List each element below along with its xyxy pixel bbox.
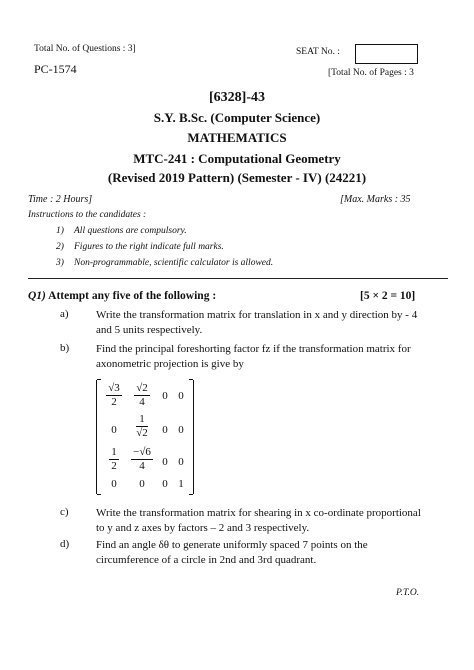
- part-d-label: d): [60, 538, 70, 550]
- page-turn-note: P.T.O.: [396, 588, 420, 598]
- part-a-text: Write the transformation matrix for translation in x and y direction by - 4 and 5 units respectively.: [96, 309, 418, 336]
- question-marks: [5 × 2 = 10]: [360, 290, 416, 302]
- part-d-text: Find an angle δθ to generate uniformly spaced 7 points on the circumference of a circle in 2nd and 3rd quadrant.: [96, 539, 368, 566]
- course-title: S.Y. B.Sc. (Computer Science): [153, 110, 321, 125]
- matrix-cell: 0: [162, 478, 168, 490]
- matrix-cell: $\frac{√3}{2}$: [108, 382, 120, 408]
- part-c-label: c): [60, 506, 69, 518]
- matrix-cell: $\frac{1}{√2}$: [136, 413, 148, 439]
- matrix-cell: 0: [178, 424, 184, 436]
- matrix-cell: 0: [162, 456, 168, 468]
- matrix-cell: 0: [162, 390, 168, 402]
- instruction-number: 3): [56, 258, 64, 268]
- subject-title: MATHEMATICS: [187, 130, 287, 145]
- question-heading: [28, 290, 216, 302]
- paper-title: MTC-241 : Computational Geometry: [133, 151, 341, 166]
- matrix-cell: 0: [162, 424, 168, 436]
- instruction-number: 2): [56, 242, 64, 252]
- matrix-cell: 0: [111, 424, 117, 436]
- exam-code: [6328]-43: [209, 90, 265, 105]
- matrix-cell: 0: [111, 478, 117, 490]
- part-b-label: b): [60, 342, 70, 354]
- instruction-item: [56, 242, 224, 252]
- matrix-cell: 0: [139, 478, 145, 490]
- paper-code: PC-1574: [34, 62, 77, 76]
- instruction-item: [56, 258, 273, 268]
- part-b-text: Find the principal foreshorting factor fz if the transformation matrix for axonometric projection is give by: [96, 343, 411, 370]
- matrix-cell: 0: [178, 456, 184, 468]
- instruction-text: Non-programmable, scientific calculator is allowed.: [74, 258, 274, 268]
- time-allowed: Time : 2 Hours]: [28, 194, 93, 205]
- pattern-title: (Revised 2019 Pattern) (Semester - IV) (24221): [107, 170, 367, 185]
- instruction-number: 1): [56, 226, 64, 236]
- seat-no-label: SEAT No. :: [296, 47, 340, 57]
- question-number: Q1): [28, 290, 46, 302]
- instructions-heading: Instructions to the candidates :: [28, 210, 147, 220]
- matrix-cell: 0: [178, 390, 184, 402]
- matrix-cell: $\frac{√2}{4}$: [136, 382, 148, 408]
- total-pages: [Total No. of Pages : 3: [328, 68, 414, 78]
- seat-no-box: [355, 44, 418, 64]
- part-c-text: Write the transformation matrix for shearing in x co-ordinate proportional to y and z axes by factors – 2 and 3 respectively.: [96, 507, 421, 534]
- part-a-label: a): [60, 308, 69, 320]
- transformation-matrix: [96, 380, 194, 494]
- question-instruction: Attempt any five of the following :: [48, 290, 217, 302]
- matrix-cell: 1: [178, 478, 184, 490]
- divider: [28, 278, 448, 279]
- instruction-item: [56, 226, 187, 236]
- matrix-cell: $\frac{1}{2}$: [111, 446, 117, 472]
- matrix-cell: $\frac{-√6}{4}$: [133, 446, 151, 472]
- instruction-text: All questions are compulsory.: [74, 226, 187, 236]
- instruction-text: Figures to the right indicate full marks.: [74, 242, 224, 252]
- max-marks: [Max. Marks : 35: [340, 194, 411, 205]
- total-questions: Total No. of Questions : 3]: [34, 44, 136, 54]
